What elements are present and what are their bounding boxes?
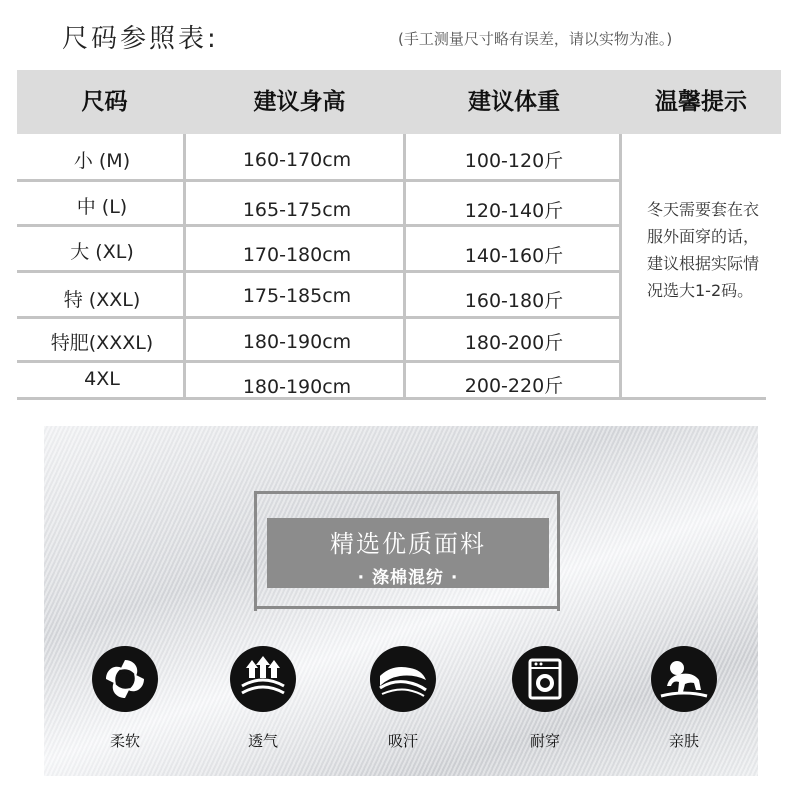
cell-size: 中 (L) [76, 196, 128, 218]
header-weight: 建议体重 [468, 89, 560, 115]
header-height: 建议身高 [253, 89, 346, 115]
divider [17, 179, 621, 182]
cell-weight: 180-200斤 [464, 332, 564, 354]
cell-weight: 120-140斤 [464, 200, 564, 222]
cell-height: 180-190cm [242, 375, 352, 398]
feature-label: 亲肤 [668, 732, 699, 750]
fabric-badge [267, 518, 549, 588]
divider [17, 316, 621, 319]
size-table [17, 70, 781, 400]
cell-size: 小 (M) [73, 150, 131, 172]
cell-height: 180-190cm [242, 330, 352, 353]
fabric-title: 精选优质面料 [330, 530, 486, 558]
cell-height: 160-170cm [242, 148, 352, 171]
size-tip: 冬天需要套在衣服外面穿的话，建议根据实际情况选大1-2码。 [647, 200, 760, 300]
cell-height: 165-175cm [242, 198, 352, 221]
page-title: 尺码参照表: [62, 24, 219, 54]
cell-weight: 160-180斤 [464, 290, 564, 312]
feature-breathable [218, 646, 308, 751]
cell-size: 大 (XL) [70, 241, 134, 263]
cell-weight: 100-120斤 [464, 150, 564, 172]
divider [17, 360, 621, 363]
cell-height: 175-185cm [242, 284, 352, 307]
table-row [17, 183, 621, 228]
table-row [17, 137, 621, 182]
fabric-panel [44, 426, 758, 776]
table-row [17, 273, 621, 318]
table-header [17, 70, 781, 134]
cell-weight: 140-160斤 [464, 245, 564, 267]
feature-soft [80, 646, 170, 751]
fabric-subtitle: · 涤棉混纺 · [357, 568, 459, 588]
divider [17, 397, 766, 400]
cell-size: 特肥(XXXL) [50, 332, 154, 354]
feature-label: 耐穿 [529, 732, 560, 750]
breathable-arrows-icon [230, 646, 296, 712]
cell-size: 4XL [84, 367, 120, 390]
washing-machine-icon [512, 646, 578, 712]
fabric-layers-icon [370, 646, 436, 712]
feature-durable [500, 646, 590, 751]
divider [17, 224, 621, 227]
cell-size: 特 (XXL) [63, 289, 141, 311]
header-size: 尺码 [81, 89, 128, 115]
badge-frame [254, 606, 560, 609]
header-tip: 温馨提示 [655, 89, 747, 115]
divider [17, 270, 621, 273]
cell-weight: 200-220斤 [464, 375, 564, 397]
feature-skin [639, 646, 729, 751]
feature-label: 透气 [247, 732, 278, 750]
feature-sweat [358, 646, 448, 751]
cell-height: 170-180cm [242, 243, 352, 266]
baby-crawling-icon [651, 646, 717, 712]
measurement-note: (手工测量尺寸略有误差，请以实物为准。) [398, 30, 673, 48]
table-row [17, 228, 621, 273]
feature-label: 吸汗 [387, 732, 418, 750]
table-row [17, 319, 621, 364]
feature-label: 柔软 [109, 732, 140, 750]
swirl-icon [92, 646, 158, 712]
table-row [17, 362, 621, 407]
